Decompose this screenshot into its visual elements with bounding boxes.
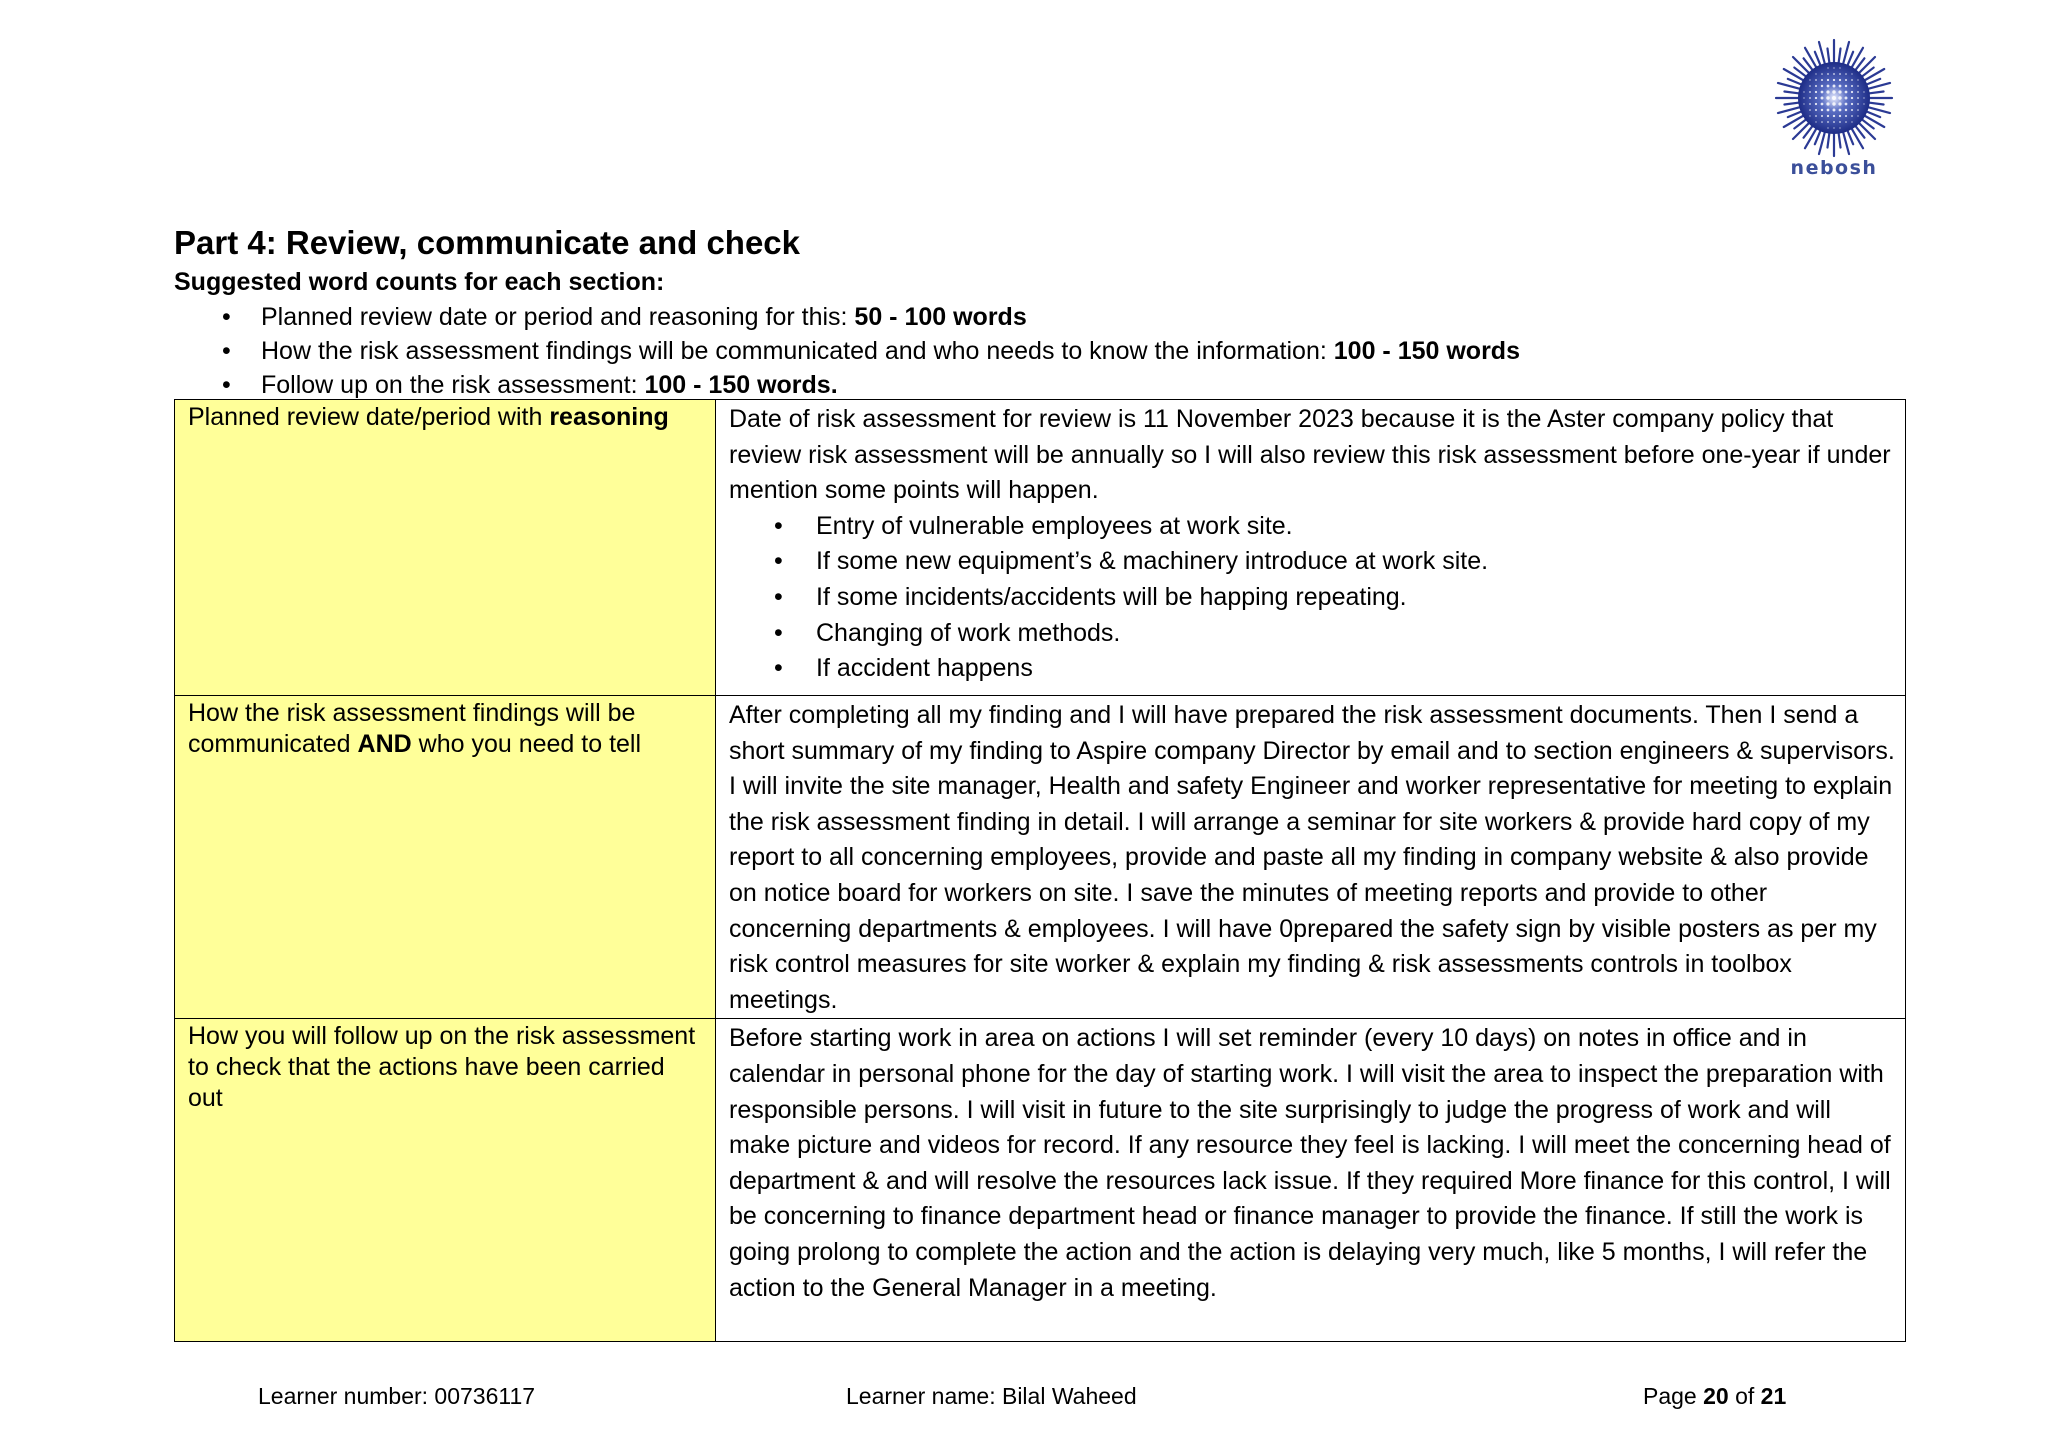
review-table bbox=[174, 399, 1906, 1342]
table-row bbox=[175, 400, 1906, 696]
list-item: • If some new equipment’s & machinery introduce at work site. bbox=[729, 544, 1895, 580]
list-item: • If some incidents/accidents will be happing repeating. bbox=[729, 580, 1895, 616]
word-count-item: • Planned review date or period and reasoning for this: 50 - 100 words bbox=[174, 302, 1520, 336]
word-count-subheading: Suggested word counts for each section: bbox=[174, 268, 665, 296]
page-number: Page 20 of 21 bbox=[1643, 1383, 1787, 1409]
word-count-list bbox=[174, 302, 1520, 404]
word-count-item: • Follow up on the risk assessment: 100 - 150 words. bbox=[174, 370, 1520, 404]
list-item: • Entry of vulnerable employees at work site. bbox=[729, 509, 1895, 545]
row-label: How you will follow up on the risk assessment to check that the actions have been carried out bbox=[175, 1019, 716, 1342]
row-content bbox=[716, 400, 1906, 696]
word-count-item: • How the risk assessment findings will be communicated and who needs to know the information: 100 - 150 words bbox=[174, 336, 1520, 370]
nebosh-logo bbox=[1771, 38, 1897, 188]
list-item: • If accident happens bbox=[729, 651, 1895, 687]
table-row bbox=[175, 696, 1906, 1019]
row-label: Planned review date/period with reasoning bbox=[175, 400, 716, 696]
page-title: Part 4: Review, communicate and check bbox=[174, 224, 801, 261]
review-trigger-list bbox=[729, 509, 1895, 687]
review-paragraph: Date of risk assessment for review is 11 November 2023 because it is the Aster company policy that review risk assessment will be annually so I will also review this risk assessment before one-year if under mention some points will happen. bbox=[729, 405, 1891, 505]
communication-paragraph: After completing all my finding and I will have prepared the risk assessment documents. Then I send a short summary of my finding to Aspire company Director by email and to section engineers & supervisors. I will invite the site manager, Health and safety Engineer and worker representative for meeting to explain the risk assessment finding in detail. I will arrange a seminar for site workers & provide hard copy of my report to all concerning employees, provide and paste all my finding in company website & also provide on notice board for workers on site. I save the minutes of meeting reports and provide to other concerning departments & employees. I will have 0prepared the safety sign by visible posters as per my risk control measures for site worker & explain my finding & risk assessments controls in toolbox meetings. bbox=[729, 701, 1895, 1014]
row-content bbox=[716, 1019, 1906, 1342]
table-row bbox=[175, 1019, 1906, 1342]
nebosh-emblem-icon bbox=[1771, 38, 1897, 158]
row-label: How the risk assessment findings will be communicated AND who you need to tell bbox=[175, 696, 716, 1019]
learner-number: Learner number: 00736117 bbox=[258, 1383, 536, 1409]
row-content bbox=[716, 696, 1906, 1019]
follow-up-paragraph: Before starting work in area on actions I will set reminder (every 10 days) on notes in office and in calendar in personal phone for the day of starting work. I will visit the area to inspect the preparation with responsible persons. I will visit in future to the site surprisingly to judge the progress of work and will make picture and videos for record. If any resource they feel is lacking. I will meet the concerning head of department & and will resolve the resources lack issue. If they required More finance for this control, I will be concerning to finance department head or finance manager to provide the finance. If still the work is going prolong to complete the action and the action is delaying very much, like 5 months, I will refer the action to the General Manager in a meeting. bbox=[729, 1024, 1891, 1302]
logo-text: nebosh bbox=[1790, 157, 1878, 179]
list-item: • Changing of work methods. bbox=[729, 616, 1895, 652]
learner-name: Learner name: Bilal Waheed bbox=[846, 1383, 1137, 1409]
